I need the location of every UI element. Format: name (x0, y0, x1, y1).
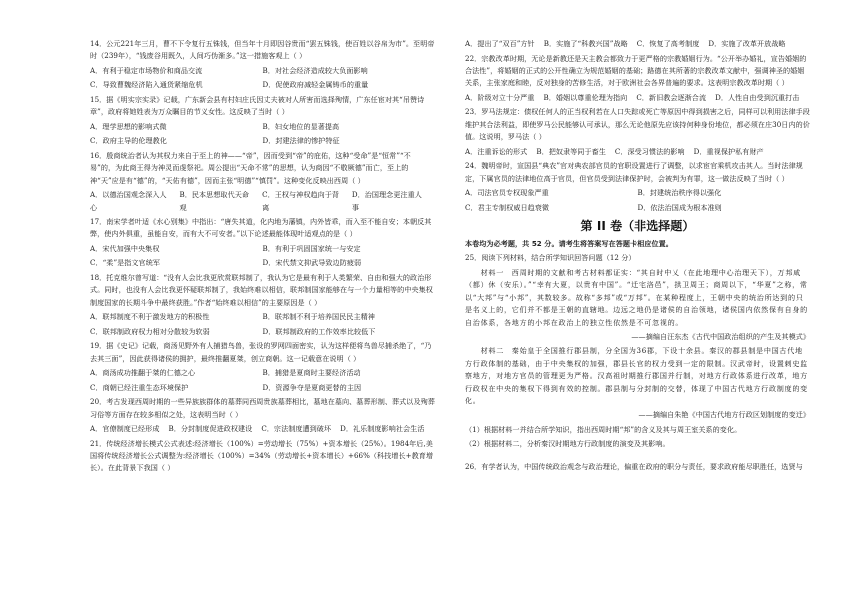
option: D．资源争夺是夏商更替的主因 (262, 382, 362, 392)
option: B．民本思想取代天命观 (179, 190, 250, 212)
option: C．政府主导的伦理教化 (90, 136, 167, 146)
option: C．商朝已经注重生态环境保护 (90, 382, 189, 392)
option: D．依法治国成为根本准则 (637, 202, 722, 212)
option: B．对社会经济造成较大负面影响 (262, 65, 368, 75)
option: B．联邦制不利于培养国民民主精神 (262, 312, 375, 322)
option: C．导致曹魏经济陷入通货紧缩危机 (90, 80, 203, 90)
material-1-source: ——摘编自汪东杰《古代中国政治组织的产生及其模式》 (631, 331, 810, 341)
question-23: 23．罗马法规定：债权任何人的正当权利若在人口失踪或死亡等原因中得到损害之后，同样可以利用法律手段维护其合法利益，即使罗马公民能够认可承认，那么无论他原先应该持何种身份地位，都必须在庄30日内的价值。这说明，罗马法（ ） (465, 107, 810, 142)
option: A．理学思想的影响式微 (90, 121, 167, 131)
options-21 (465, 38, 810, 50)
right-column (465, 38, 810, 475)
option: D．治国理念更注重人事 (351, 190, 422, 212)
option: A．宋代加强中央集权 (90, 243, 160, 253)
options-20 (90, 423, 435, 435)
question-17: 17．南宋学者叶适《水心别集》中指出：“唐失其道，化内地为藩镇，内外皆乖，而入至不能自安；本朝反其弊，使内外俱重，虽能自安，而有大不可安者。”以下论述最能体现叶适观点的是（ ） (90, 217, 432, 239)
left-column (90, 38, 435, 477)
option: A．联邦制度不利于激发地方的积极性 (90, 312, 210, 322)
options-17 (90, 243, 435, 255)
question-26: 26．有学者认为，中国传统政治观念与政治理论，偏重在政府的职分与责任，要求政府能尽职胜任，选贤与 (465, 461, 803, 471)
options-18 (90, 311, 435, 323)
option: A．有利于稳定市场物价和商品交流 (90, 65, 203, 75)
option: C．“柔”是指文官统军 (90, 258, 160, 268)
option: C．恢复了高考制度 (636, 39, 700, 48)
option: B．分封制度促进政权建设 (168, 424, 253, 434)
options-24b (465, 202, 810, 214)
option: A．提出了“双百”方针 (465, 39, 535, 48)
question-20: 20．考古发现西周时期的一些异族族群体的墓葬同西周贵族墓葬相比，墓地在墓向、墓葬形制、葬式以及殉葬习俗等方面存在较多相似之处，这表明当时（ ） (90, 397, 435, 419)
options-19 (90, 367, 435, 379)
option: B．封建统治秩序得以强化 (637, 188, 722, 198)
option: B．妇女地位的显著提高 (262, 121, 340, 131)
options-24 (465, 187, 810, 199)
options-14b (90, 79, 435, 91)
option: A．注重诉讼的形式 (465, 146, 528, 156)
option: B．婚姻以尊重伦理为指向 (543, 92, 628, 102)
options-17b (90, 257, 435, 269)
question-15: 15．据《明实宗实录》记载，广东新会县有村妇庄氏因丈夫被对人所害而选择殉情，广东任宦对其“吊赞诗章”，政府将她姓表为万众瞩目的节义女性。这反映了当时（ ） (90, 94, 425, 117)
sub-question-2: （2）根据材料二，分析秦汉时期地方行政制度的演变及其影响。 (465, 439, 670, 449)
option: C．宗法制度遭到破坏 (261, 424, 332, 434)
option: B．实施了“科教兴国”战略 (543, 39, 628, 48)
option: D．礼乐制度影响社会生活 (340, 424, 425, 434)
option: C．君主专制权威日趋衰微 (465, 202, 550, 212)
material-2: 材料二 秦始皇于全国推行郡县制，分全国为36郡，下设十余县。秦汉的郡县制是中国古代地方行政体制的基础，由于中央集权的加强，郡县长官的权力受到一定的限制。汉武帝时，设置刺史监察地方，对地方官员的管理更为严格。汉高祖时期推行郡国并行制，对地方行政体系进行改革，地方行政权在中央的集权下得到有效的控制。郡县制与分封制的交替，体现了中国古代地方行政制度的变化。 (465, 346, 808, 405)
sub-question-1: （1）根据材料一并结合所学知识，指出西周时期“邦”的含义及其与周王室关系的变化。 (465, 424, 742, 434)
option: D．封建法律的惨护特征 (262, 136, 340, 146)
option: C．王权与神权趋向于背离 (262, 190, 340, 212)
options-19b (90, 382, 435, 394)
material-1: 材料一 西周时期的文献和考古材料都证实：“其自时中乂（在此地理中心治理天下），万邦咸（都）休（安乐）。”“幸有大夏，以贵有中国”。“迁宅洛邑”，拱卫周王；商周以下，“华夏”之称，常以“大邦”与“小邦”，其数较多。故称“多邦”或“万邦”。在某种程度上，王朝中央的统治所达到的只是名义上的，它们并不都是王朝的直辖地。边远之地仍是诸侯的自治领地，诸侯国内依然保有自身的自治体系，各地方的小邦在政治上的独立性依然是不可忽视的。 (465, 267, 808, 327)
question-22: 22．宗教改革时期，无论是新教还是天主教会都致力于更严格的宗教婚姻行为。“公开举办婚礼，宣告婚姻的合法性”，将婚姻的正式的公开性确立为规范婚姻的基础；路德在其所著的宗教改革文献中，强调神圣的婚姻关系，主张家庭和睦，反对独身的苦修生活，对于欧洲社会各界普遍的要求。这表明宗教改革时期（ ） (465, 53, 807, 88)
option: D．宋代禁文抑武导致边防疲弱 (262, 258, 362, 268)
options-18b (90, 326, 435, 338)
question-14: 14．公元221年三月，曹不下令复行五铢钱，但当年十月即因谷贵而“罢五铢钱，使百姓以谷帛为市”。至明帝时（239年），“钱废谷用既久，人间巧伪渐多。”这一措施客观上（ ） (90, 39, 435, 61)
option: A．以德治国观念深入人心 (90, 190, 167, 212)
question-24: 24．魏明帝时，宣国县“典农”官对典农部官员的官职设置进行了调整，以求宦官乘机攻击其人。当时法律规定，下属官员的法律地位高于官员，但官员受到法律保护时，会被判为有罪，这一做法反映了当时（ ） (465, 161, 803, 183)
options-16 (90, 189, 435, 214)
question-19: 19．据《史记》记载，商汤见野外有人捕猎鸟兽，张设的罗网四面密实，认为这样便将鸟兽尽捕杀绝了，“乃去其三面”，因此获得诸侯的拥护，最终推翻夏桀，创立商朝。这一记载意在说明（ ） (90, 341, 432, 363)
option: D．实施了改革开放战略 (708, 39, 786, 48)
option: A．阶级对立十分严重 (465, 92, 535, 102)
option: C．深受习惯法的影响 (614, 146, 685, 156)
options-23 (465, 146, 810, 158)
option: D．联邦制政府的工作效率比较低下 (262, 326, 376, 336)
material-2-source: ——摘编自朱艳《中国古代地方行政区划制度的变迁》 (638, 410, 810, 420)
section-note: 本卷均为必考题，共 52 分。请考生将答案写在答题卡相应位置。 (465, 238, 673, 248)
question-21: 21．传统经济增长模式公式表述:经济增长（100%）=劳动增长（75%）+资本增长（25%）。1984年后,美国将传统经济增长公式调整为:经济增长（100%）=34%（劳动增长+资本增长）+66%（科技增长+教育增长）。在此背景下我国（ ） (90, 438, 434, 473)
option: A．商汤成功推翻于桀的仁德之心 (90, 368, 196, 378)
options-22 (465, 92, 810, 104)
question-16: 16．殷商统治者认为其权力来自于至上的神——“帝”，因而受到“帝”的庇佑，这种“受命”是“恒常”“不易”的，为此商王得为神灵而虔祭祀。周公提出“天命不常”的思想，认为商因“不敬厥德”而亡，至上的神“天”应是有“德”的，“天佑有德”，因而主张“明德”“慎罚”。这种变化反映出西周（ ） (90, 150, 411, 185)
option: D．人性自由受到沉重打击 (715, 92, 800, 102)
option: D．促使政府减轻金属铸币的重量 (262, 80, 369, 90)
option: A．官僚制度已经形成 (90, 424, 160, 434)
options-15 (90, 121, 435, 133)
section-title: 第 II 卷（非选择题） (580, 218, 695, 233)
option: D．重视保护私有财产 (693, 146, 764, 156)
option: C．联邦制政府权力相对分散较为软弱 (90, 326, 210, 336)
option: C．新旧教会逐渐合流 (636, 92, 707, 102)
question-18: 18．托克维尔曾写道：“没有人会比我更欣赏联邦制了，我认为它是最有利于人类繁荣、自由和强大的政治形式。同时，也没有人会比我更怀疑联邦制了，我始终难以相信，联邦制国家能够在与一个力量相等的中央集权制度国家的长期斗争中最终获胜。”作者“始终难以相信”的主要原因是（ ） (90, 272, 433, 307)
question-25: 25．阅读下列材料，结合所学知识回答问题（12 分） (465, 253, 636, 263)
option: B．捕猎是夏商时主要经济活动 (262, 368, 361, 378)
options-15b (90, 135, 435, 147)
option: A．司法官员专权现象严重 (465, 188, 549, 198)
option: B．把奴隶等同于畜生 (536, 146, 606, 156)
options-14 (90, 65, 435, 77)
option: B．有利于巩固国家统一与安定 (262, 243, 361, 253)
